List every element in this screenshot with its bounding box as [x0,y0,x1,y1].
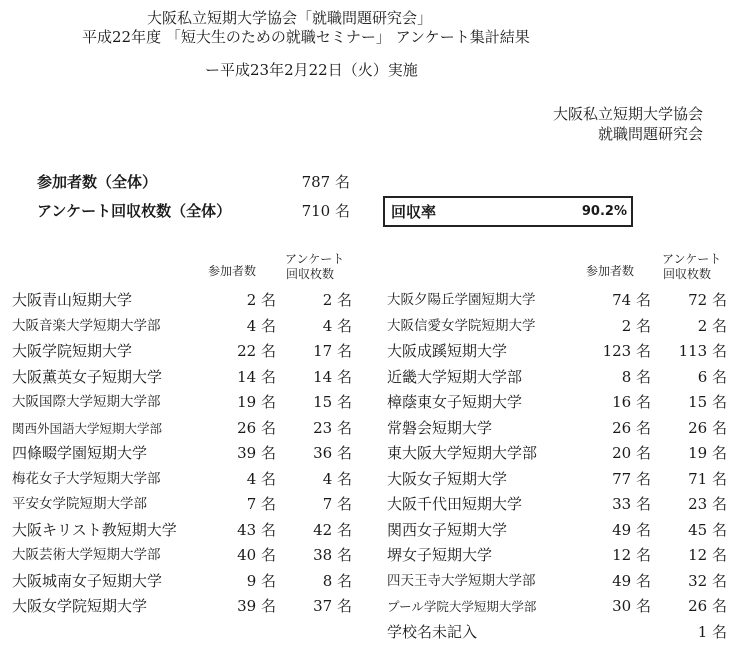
table-row [12,594,352,620]
collected-count: 4 名 [322,316,352,335]
school-name: プール学院大学短期大学部 [387,599,537,614]
table-row [12,390,352,416]
school-name: 大阪音楽大学短期大学部 [12,317,161,334]
left-participants-header: 参加者数 [208,264,257,278]
school-name: 大阪成蹊短期大学 [387,342,508,360]
school-name: 大阪青山短期大学 [12,291,133,309]
collected-count: 2 名 [697,316,727,335]
school-name: 樟蔭東女子短期大学 [387,393,523,411]
participants-count: 49 名 [612,571,651,590]
collected-count: 12 名 [688,546,727,564]
collected-count: 2 名 [322,291,352,309]
collected-count: 15 名 [688,393,727,411]
collection-rate-label: 回収率 [391,203,437,221]
collected-count: 45 名 [688,520,727,539]
table-row [387,518,727,544]
collected-count: 32 名 [688,571,727,590]
school-name: 大阪城南女子短期大学 [12,571,163,590]
collected-count: 1 名 [697,622,727,641]
collected-count: 26 名 [688,597,727,615]
table-row [12,569,352,595]
participants-count: 26 名 [237,418,276,437]
collected-count: 72 名 [688,291,727,309]
collected-count: 71 名 [688,469,727,488]
school-name: 平安女学院短期大学部 [12,496,147,512]
collected-count: 38 名 [313,546,352,564]
table-row [387,314,727,340]
right-collected-header-line1: アンケート [662,252,722,266]
right-participants-header: 参加者数 [586,264,635,278]
collected-count: 6 名 [697,367,727,386]
school-name: 学校名未記入 [387,622,478,641]
table-row [12,543,352,569]
table-row [387,365,727,391]
table-row [12,467,352,493]
participants-count: 8 名 [621,367,651,386]
school-name: 大阪芸術大学短期大学部 [12,547,161,563]
collected-count: 15 名 [313,393,352,411]
school-name: 四條畷学園短期大学 [12,444,148,462]
table-row [387,467,727,493]
participants-count: 19 名 [237,393,276,411]
participants-count: 9 名 [246,571,276,590]
participants-count: 77 名 [612,469,651,488]
school-name: 近畿大学短期大学部 [387,367,523,386]
left-school-table [12,288,352,620]
school-name: 大阪女学院短期大学 [12,597,148,615]
participants-count: 16 名 [612,393,651,411]
collected-count: 23 名 [688,495,727,513]
collected-count: 17 名 [313,342,352,360]
table-row [12,492,352,518]
document-title-line-2: 平成22年度 「短大生のための就職セミナー」 アンケート集計結果 [82,28,530,46]
total-collected-value: 710 名 [301,202,350,220]
left-collected-header-line1: アンケート [285,252,345,266]
table-row [12,365,352,391]
school-name: 大阪国際大学短期大学部 [12,394,161,410]
right-school-table [387,288,727,645]
participants-count: 43 名 [237,520,276,539]
participants-count: 39 名 [237,444,276,462]
participants-count: 49 名 [612,520,651,539]
collected-count: 42 名 [313,520,352,539]
participants-count: 2 名 [246,291,276,309]
school-name: 常磐会短期大学 [387,418,493,437]
participants-count: 4 名 [246,316,276,335]
participants-count: 2 名 [621,316,651,335]
table-row [387,543,727,569]
organization-name: 大阪私立短期大学協会 [552,105,703,123]
participants-count: 22 名 [237,342,276,360]
collected-count: 26 名 [688,418,727,437]
collected-count: 7 名 [322,495,352,513]
table-row [387,390,727,416]
school-name: 大阪キリスト教短期大学 [12,520,177,539]
school-name: 梅花女子大学短期大学部 [12,470,161,487]
school-name: 大阪薫英女子短期大学 [12,367,163,386]
school-name: 関西女子短期大学 [387,520,508,539]
table-row [12,314,352,340]
participants-count: 123 名 [602,342,651,360]
participants-count: 20 名 [612,444,651,462]
collected-count: 14 名 [313,367,352,386]
collected-count: 8 名 [322,571,352,590]
participants-count: 26 名 [612,418,651,437]
participants-count: 30 名 [612,597,651,615]
collected-count: 37 名 [313,597,352,615]
participants-count: 39 名 [237,597,276,615]
school-name: 大阪女子短期大学 [387,469,508,488]
collected-count: 23 名 [313,418,352,437]
collection-rate-box [383,196,633,227]
document-title-line-1: 大阪私立短期大学協会「就職問題研究会」 [147,9,433,27]
school-name: 東大阪大学短期大学部 [387,444,538,462]
table-row [12,339,352,365]
right-collected-header-line2: 回収枚数 [663,267,712,281]
participants-count: 40 名 [237,546,276,564]
school-name: 大阪信愛女学院短期大学 [387,317,536,334]
collected-count: 19 名 [688,444,727,462]
table-row [387,620,727,646]
school-name: 堺女子短期大学 [387,546,493,564]
participants-count: 4 名 [246,469,276,488]
table-row [387,288,727,314]
participants-count: 74 名 [612,291,651,309]
total-collected-label: アンケート回収枚数（全体） [37,202,232,220]
table-row [12,518,352,544]
total-participants-label: 参加者数（全体） [37,173,158,191]
school-name: 大阪夕陽丘学園短期大学 [387,292,536,308]
table-row [12,416,352,442]
collected-count: 36 名 [313,444,352,462]
organization-committee: 就職問題研究会 [597,125,703,143]
table-row [387,569,727,595]
left-collected-header-line2: 回収枚数 [286,267,335,281]
document-date-line: ー平成23年2月22日（火）実施 [205,61,418,79]
school-name: 四天王寺大学短期大学部 [387,572,536,589]
participants-count: 12 名 [612,546,651,564]
table-row [387,492,727,518]
participants-count: 33 名 [612,495,651,513]
table-row [12,441,352,467]
collected-count: 113 名 [678,342,727,360]
participants-count: 7 名 [246,495,276,513]
table-row [12,288,352,314]
collection-rate-value: 90.2% [581,204,627,219]
participants-count: 14 名 [237,367,276,386]
collected-count: 4 名 [322,469,352,488]
table-row [387,594,727,620]
table-row [387,339,727,365]
school-name: 大阪千代田短期大学 [387,495,523,513]
school-name: 大阪学院短期大学 [12,342,133,360]
table-row [387,441,727,467]
school-name: 関西外国語大学短期大学部 [12,420,163,436]
total-participants-value: 787 名 [301,173,350,191]
table-row [387,416,727,442]
